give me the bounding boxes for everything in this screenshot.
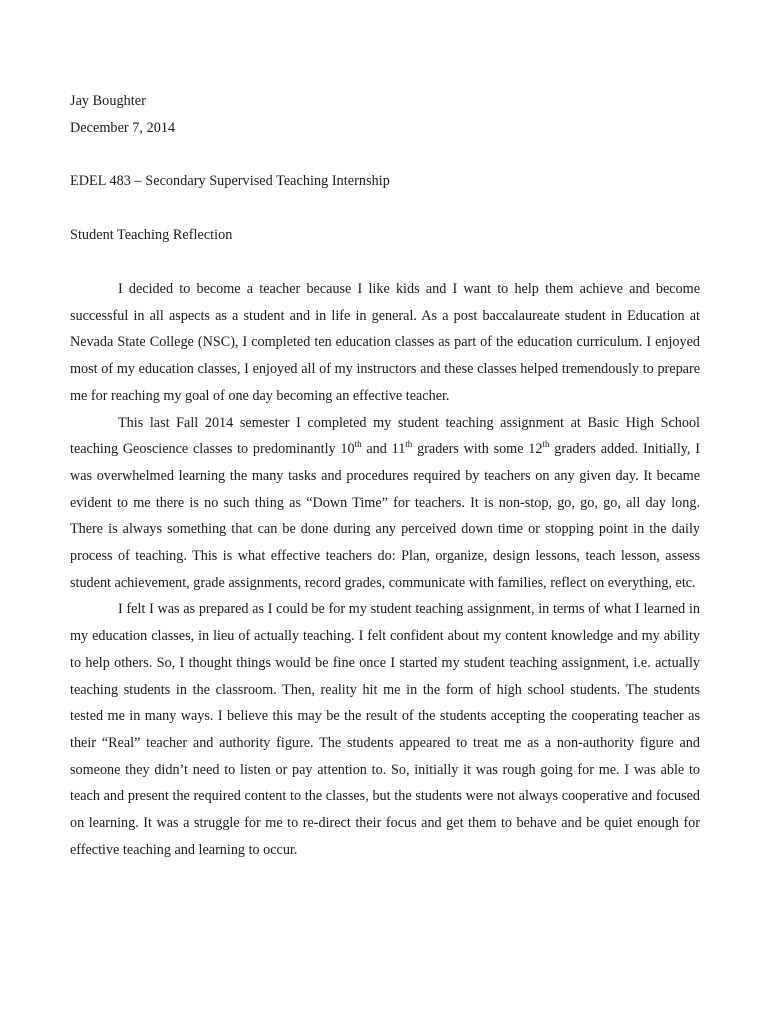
paragraph-1: I decided to become a teacher because I like kids and I want to help them achieve and become successful in all aspects as a student and in life in general. As a post baccalaureate student in Education at Nevada State College (NSC), I completed ten education classes as part of the education curriculum. I enjoyed most of my education classes, I enjoyed all of my instructors and these classes helped tremendously to prepare me for reaching my goal of one day becoming an effective teacher. xyxy=(70,281,700,404)
author-name: Jay Boughter xyxy=(70,93,146,109)
paragraph-3: I felt I was as prepared as I could be for my student teaching assignment, in terms of what I learned in my education classes, in lieu of actually teaching. I felt confident about my content knowledge and my ability to help others. So, I thought things would be fine once I started my student teaching assignment, i.e. actually teaching students in the classroom. Then, reality hit me in the form of high school students. The students tested me in many ways. I believe this may be the result of the students accepting the cooperating teacher as their “Real” teacher and authority figure. The students appeared to treat me as a non-authority figure and someone they didn’t need to listen or pay attention to. So, initially it was rough going for me. I was able to teach and present the required content to the classes, but the students were not always cooperative and focused on learning. It was a struggle for me to re-direct their focus and get them to behave and be quiet enough for effective teaching and learning to occur. xyxy=(70,601,700,858)
body-text xyxy=(70,276,700,863)
paragraph-2: This last Fall 2014 semester I completed my student teaching assignment at Basic High School teaching Geoscience classes to predominantly 10th and 11th graders with some 12th graders added. Initially, I was overwhelmed learning the many tasks and procedures required by teachers on any given day. It became evident to me there is no such thing as “Down Time” for teachers. It is non-stop, go, go, go, all day long. There is always something that can be done during any perceived down time or stopping point in the daily process of teaching. This is what effective teachers do: Plan, organize, design lessons, teach lesson, assess student achievement, grade assignments, record grades, communicate with families, reflect on everything, etc. xyxy=(70,414,700,591)
course-title: EDEL 483 – Secondary Supervised Teaching Internship xyxy=(70,173,390,189)
document-date: December 7, 2014 xyxy=(70,120,176,136)
document-title: Student Teaching Reflection xyxy=(70,227,233,243)
